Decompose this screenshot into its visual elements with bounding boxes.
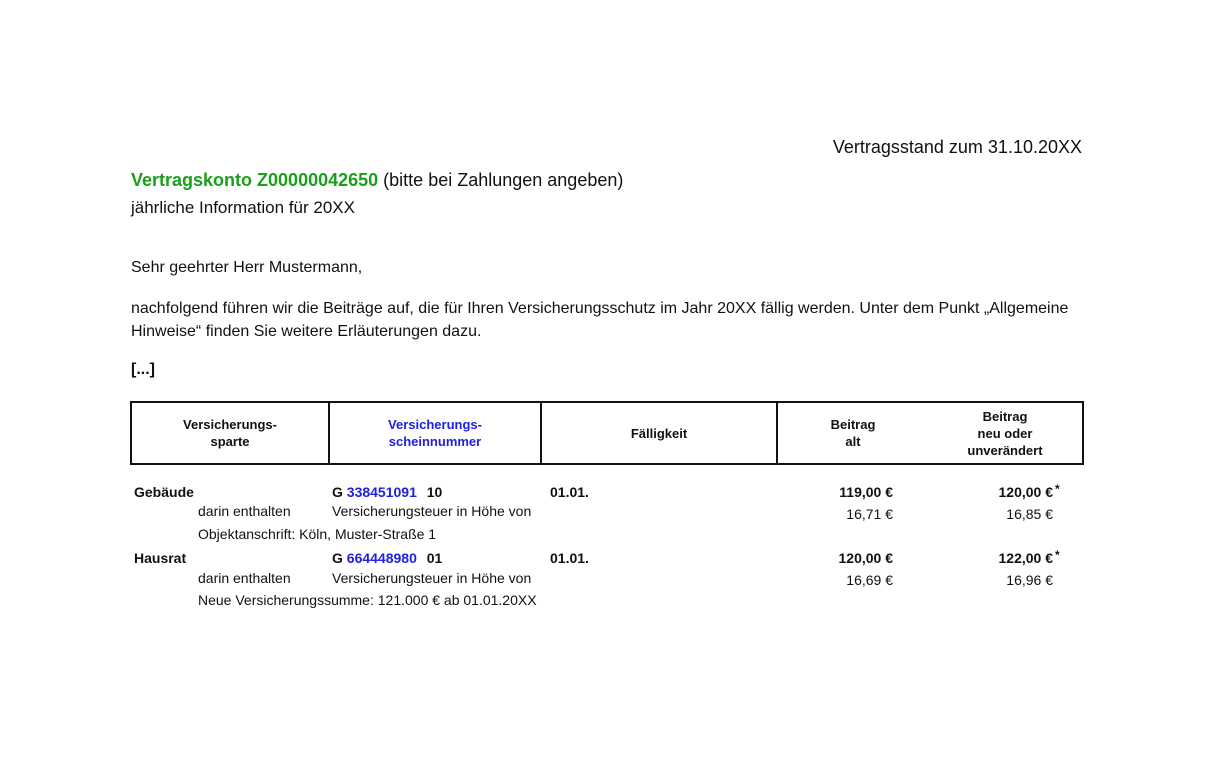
header-text: scheinnummer — [388, 434, 482, 449]
header-text: Fälligkeit — [630, 425, 688, 441]
header-text: Versicherungs- — [183, 417, 277, 432]
intro-paragraph: nachfolgend führen wir die Beiträge auf, die für Ihren Versicherungsschutz im Jahr 20XX fällig werden. Unter dem Punkt „Allgemeine Hinweise“ finden Sie weitere Erläuterungen dazu. — [131, 300, 1069, 340]
table-header — [130, 401, 1084, 465]
header-text: unverändert — [967, 442, 1043, 458]
policy-number-cell — [332, 550, 442, 566]
policy-number-link[interactable]: 338451091 — [346, 484, 417, 500]
header-text: neu oder — [977, 425, 1033, 441]
due-date: 01.01. — [550, 484, 589, 500]
tax-new: 16,96 € — [1006, 572, 1053, 588]
tax-label: Versicherungsteuer in Höhe von — [332, 570, 532, 586]
column-header-old-premium — [778, 403, 928, 463]
policy-number-cell — [332, 484, 442, 500]
header-text: sparte — [210, 434, 250, 449]
due-date: 01.01. — [550, 550, 589, 566]
footnote-marker: * — [1055, 482, 1060, 496]
row-note: Neue Versicherungssumme: 121.000 € ab 01.01.20XX — [198, 592, 537, 608]
account-line — [131, 170, 623, 191]
policy-suffix: 01 — [426, 550, 443, 566]
policy-prefix: G — [332, 484, 343, 500]
column-header-policy-number — [330, 403, 542, 463]
insurance-type: Hausrat — [134, 550, 187, 566]
account-note: (bitte bei Zahlungen angeben) — [383, 170, 624, 190]
footnote-marker: * — [1055, 548, 1060, 562]
new-premium: 122,00 € — [998, 550, 1053, 566]
included-label: darin enthalten — [198, 570, 291, 586]
policy-number-link[interactable]: 664448980 — [346, 550, 417, 566]
header-text: Beitrag — [982, 408, 1028, 424]
new-premium: 120,00 € — [998, 484, 1053, 500]
insurance-type: Gebäude — [134, 484, 194, 500]
row-note: Objektanschrift: Köln, Muster-Straße 1 — [198, 526, 437, 542]
policy-prefix: G — [332, 550, 343, 566]
account-number: Vertragskonto Z00000042650 — [131, 170, 379, 190]
tax-label: Versicherungsteuer in Höhe von — [332, 503, 532, 519]
tax-old: 16,69 € — [846, 572, 893, 588]
tax-new: 16,85 € — [1006, 506, 1053, 522]
contract-status-date: Vertragsstand zum 31.10.20XX — [832, 137, 1082, 157]
old-premium: 119,00 € — [839, 484, 893, 500]
included-label: darin enthalten — [198, 503, 291, 519]
column-header-sparte — [132, 403, 330, 463]
salutation: Sehr geehrter Herr Mustermann, — [131, 259, 363, 276]
header-text: Beitrag — [830, 417, 876, 432]
column-header-new-premium — [928, 403, 1082, 463]
column-header-due-date — [542, 403, 778, 463]
policy-suffix: 10 — [426, 484, 443, 500]
omission-marker: [...] — [131, 361, 155, 378]
old-premium: 120,00 € — [838, 550, 893, 566]
document-subtitle: jährliche Information für 20XX — [131, 198, 355, 217]
header-text: Versicherungs- — [388, 417, 482, 432]
tax-old: 16,71 € — [846, 506, 893, 522]
header-text: alt — [845, 434, 861, 449]
